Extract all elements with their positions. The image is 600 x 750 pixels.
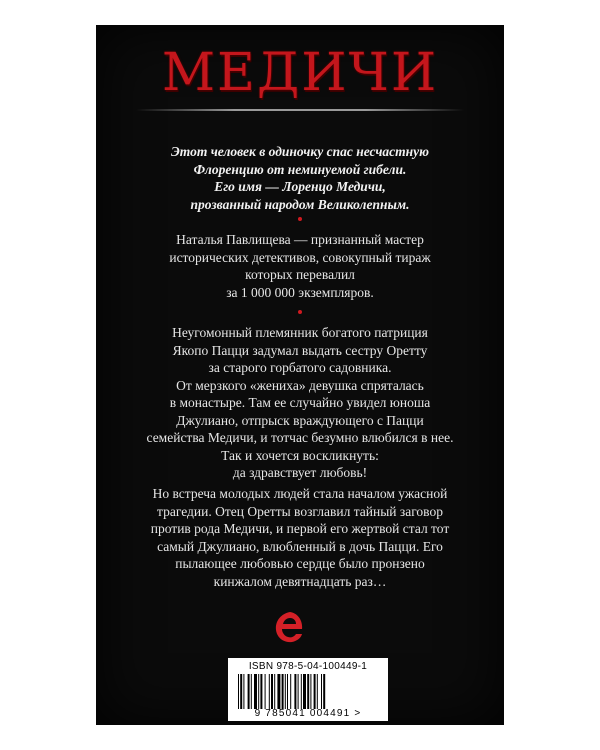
- ending-line: самый Джулиано, влюбленный в дочь Пацци. Его: [157, 538, 443, 554]
- synopsis-line: Якопо Пацци задумал выдать сестру Оретту: [172, 342, 428, 358]
- intro-line: Этот человек в одиночку спас несчастную: [170, 144, 430, 159]
- author-line: исторических детективов, совокупный тираж: [169, 249, 431, 265]
- ending-line: трагедии. Отец Оретты возглавил тайный заговор: [157, 503, 443, 519]
- author-line: которых перевалил: [245, 267, 355, 282]
- author-line: Наталья Павлищева — признанный мастер: [176, 232, 424, 247]
- publisher-e-logo-icon: [274, 610, 304, 644]
- intro-line: прозванный народом Великолепным.: [190, 196, 410, 212]
- red-bullet-divider: [298, 217, 302, 221]
- synopsis-text: [116, 324, 484, 482]
- synopsis-line: От мерзкого «жениха» девушка спряталась: [176, 377, 424, 393]
- author-line: за 1 000 000 экземпляров.: [226, 284, 374, 300]
- author-text: [116, 231, 484, 301]
- back-cover: [96, 25, 504, 725]
- barcode-digits: 9 785041 004491 >: [254, 708, 362, 719]
- title-underline: [136, 109, 464, 111]
- isbn-label: ISBN 978-5-04-100449-1: [248, 661, 368, 672]
- synopsis-line: за старого горбатого садовника.: [208, 360, 392, 375]
- intro-line: Его имя — Лоренцо Медичи,: [214, 179, 386, 194]
- ending-text: [116, 485, 484, 590]
- synopsis-line: Так и хочется воскликнуть:: [221, 447, 379, 463]
- red-bullet-divider: [298, 310, 302, 314]
- synopsis-line: Джулиано, отпрыск враждующего с Пацци: [176, 412, 424, 428]
- book-title: МЕДИЧИ: [161, 43, 439, 103]
- intro-text: [116, 143, 484, 213]
- ending-line: кинжалом девятнадцать раз…: [213, 573, 387, 589]
- synopsis-line: в монастыре. Там ее случайно увидел юноша: [169, 395, 431, 410]
- synopsis-line: да здравствует любовь!: [232, 465, 368, 480]
- ending-line: Но встреча молодых людей стала началом ужасной: [152, 486, 448, 501]
- ending-line: пылающее любовью сердце было пронзено: [175, 556, 425, 571]
- barcode-icon: [236, 674, 380, 709]
- synopsis-line: семейства Медичи, и тотчас безумно влюбился в нее.: [146, 430, 454, 445]
- barcode-panel: [228, 658, 388, 721]
- intro-line: Флоренцию от неминуемой гибели.: [193, 161, 407, 177]
- ending-line: против рода Медичи, и первой его жертвой стал тот: [150, 521, 450, 536]
- synopsis-line: Неугомонный племянник богатого патриция: [172, 325, 428, 340]
